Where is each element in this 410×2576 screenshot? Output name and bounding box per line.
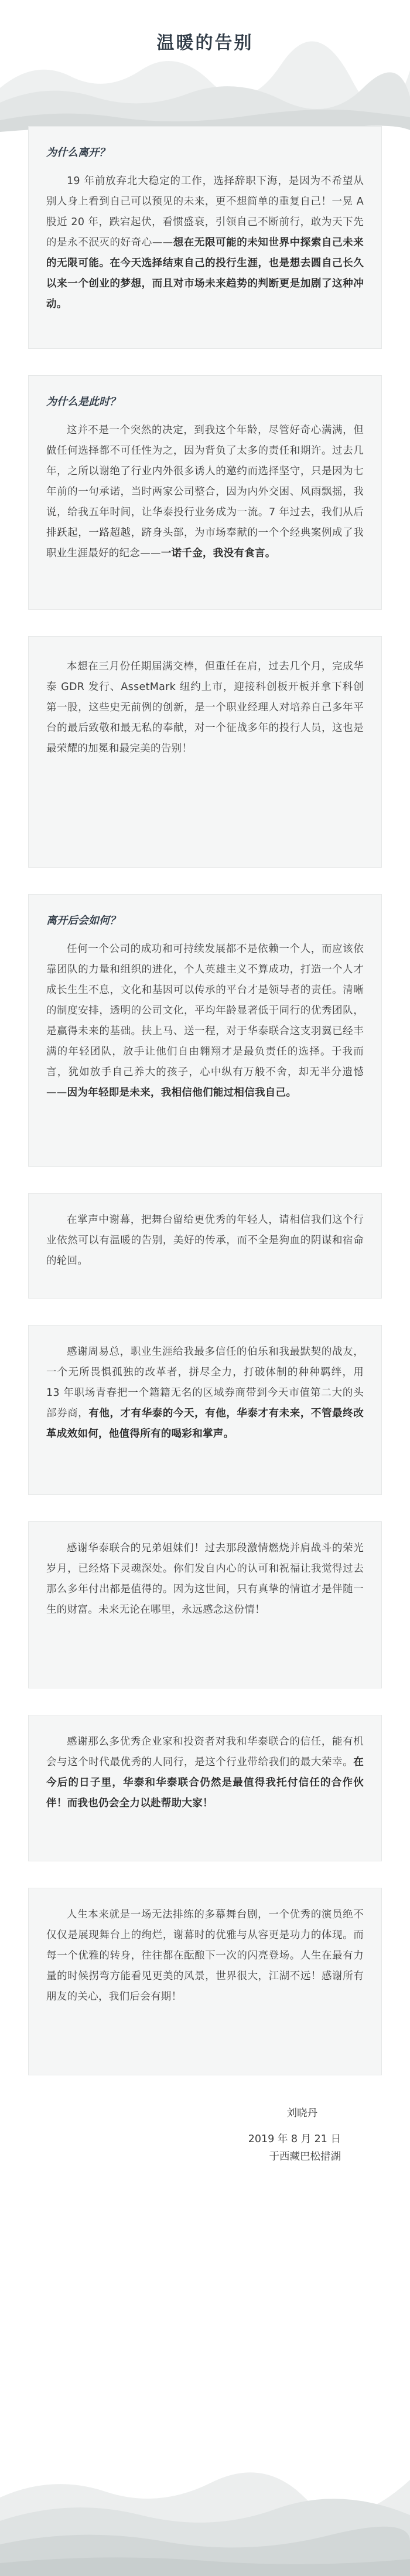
section-paragraph	[46, 171, 364, 315]
section-thanks-team	[28, 1521, 382, 1688]
paragraph-text: 感谢周易总，职业生涯给我最多信任的伯乐和我最默契的战友，一个无所畏惧孤独的改革者，拼尽全力，打破体制的种种羁绊，用 13 年职场青春把一个籍籍无名的区域券商带到今天市值第二大的头部券商，	[46, 1346, 364, 1419]
paragraph-emphasis: 在今后的日子里，华泰和华泰联合仍然是最值得我托付信任的合作伙伴！而我也仍会全力以赴帮助大家！	[46, 1756, 364, 1809]
section-paragraph: 感谢华泰联合的兄弟姐妹们！过去那段激情燃烧并肩战斗的荣光岁月，已经烙下灵魂深处。你们发自内心的认可和祝福让我觉得过去那么多年付出都是值得的。因为这世间，只有真挚的情谊才是伴随一生的财富。未来无论在哪里，永远感念这份情！	[46, 1542, 364, 1616]
section-heading: 为什么是此时？	[46, 396, 120, 408]
section-after-leaving	[28, 894, 382, 1167]
section-paragraph	[46, 1342, 364, 1445]
mountain-landscape-footer	[0, 2427, 410, 2576]
mountain-landscape-header	[0, 0, 410, 141]
signature-name: 刘晓丹	[286, 2108, 317, 2119]
section-why-leave	[28, 126, 382, 349]
section-closing	[28, 1888, 382, 2075]
paragraph-emphasis: 一诺千金，我没有食言。	[160, 548, 276, 559]
section-paragraph: 在掌声中谢幕，把舞台留给更优秀的年轻人，请相信我们这个行业依然可以有温暖的告别，美好的传承，而不全是狗血的阴谋和宿命的轮回。	[46, 1214, 364, 1267]
section-paragraph: 本想在三月份任期届满交棒，但重任在肩，过去几个月，完成华泰 GDR 发行、AssetMark 纽约上市，迎接科创板开板并拿下科创第一股，这些史无前例的创新，是一个职业经理人对培养自己多年平台的最后致敬和最无私的奉献，对一个征战多年的投行人员，这也是最荣耀的加冕和最完美的告别！	[46, 661, 364, 755]
section-paragraph: 人生本来就是一场无法排练的多幕舞台剧，一个优秀的演员绝不仅仅是展现舞台上的绚烂，谢幕时的优雅与从容更是功力的体现。而每一个优雅的转身，往往都在酝酿下一次的闪亮登场。人生在最有力量的时候拐弯方能看见更美的风景，世界很大，江湖不远！感谢所有朋友的关心，我们后会有期！	[46, 1909, 364, 2003]
signature-block	[28, 2105, 382, 2166]
paragraph-text: 这并不是一个突然的决定，到我这个年龄，尽管好奇心满满，但做任何选择都不可任性为之，因为背负了太多的责任和期许。过去几年，之所以谢绝了行业内外很多诱人的邀约而选择坚守，只是因为七年前的一句承诺，当时两家公司整合，因为内外交困、风雨飘摇，我说，给我五年时间，让华泰投行业务成为一流。7 年过去，我们从后排跃起，一路超越，跻身头部，为市场奉献的一个个经典案例成了我职业生涯最好的纪念——	[46, 424, 364, 559]
section-why-now	[28, 375, 382, 610]
section-paragraph	[46, 420, 364, 564]
paragraph-emphasis: 因为年轻即是未来，我相信他们能过相信我自己。	[67, 1087, 297, 1099]
section-heading: 为什么离开？	[46, 147, 110, 159]
section-thanks-clients	[28, 1715, 382, 1861]
section-paragraph	[46, 1732, 364, 1814]
page-title: 温暖的告别	[156, 33, 254, 53]
paragraph-emphasis: 有他，才有华泰的今天，有他，华泰才有未来，不管最终改革成效如何，他值得所有的喝彩和掌声。	[46, 1408, 364, 1440]
paragraph-text: 任何一个公司的成功和可持续发展都不是依赖一个人，而应该依靠团队的力量和组织的进化，个人英雄主义不算成功，打造一个人才成长生生不息，文化和基因可以传承的平台才是领导者的责任。清晰的制度安排，透明的公司文化，平均年龄显著低于同行的优秀团队，是赢得未来的基础。扶上马、送一程，对于华泰联合这支羽翼已经丰满的年轻团队，放手让他们自由翱翔才是最负责任的选择。于我而言，犹如放手自己养大的孩子，心中纵有万般不舍，却无半分遗憾——	[46, 943, 364, 1099]
section-paragraph	[46, 939, 364, 1103]
section-heading: 离开后会如何？	[46, 915, 120, 927]
section-curtain-call	[28, 1193, 382, 1299]
paragraph-emphasis: 想在无限可能的未知世界中探索自己未来的无限可能。在今天选择结束自己的投行生涯，也是想去圆自己长久以来一个创业的梦想，而且对市场未来趋势的判断更是加剧了这种冲动。	[46, 237, 364, 310]
paragraph-text: 19 年前放弃北大稳定的工作，选择辞职下海，是因为不希望从别人身上看到自己可以预见的未来，更不想简单的重复自己！一晃 A 股近 20 年，跌宕起伏，看惯盛衰，引领自己不断前行，敢为天下先的是永不泯灭的好奇心——	[46, 175, 364, 249]
signature-date: 2019 年 8 月 21 日	[248, 2133, 341, 2145]
section-final-mission	[28, 636, 382, 868]
paragraph-text: 感谢那么多优秀企业家和投资者对我和华泰联合的信任，能有机会与这个时代最优秀的人同行，是这个行业带给我们的最大荣幸。	[46, 1736, 364, 1768]
section-thanks-zhou	[28, 1325, 382, 1495]
signature-place: 于西藏巴松措湖	[269, 2151, 341, 2163]
